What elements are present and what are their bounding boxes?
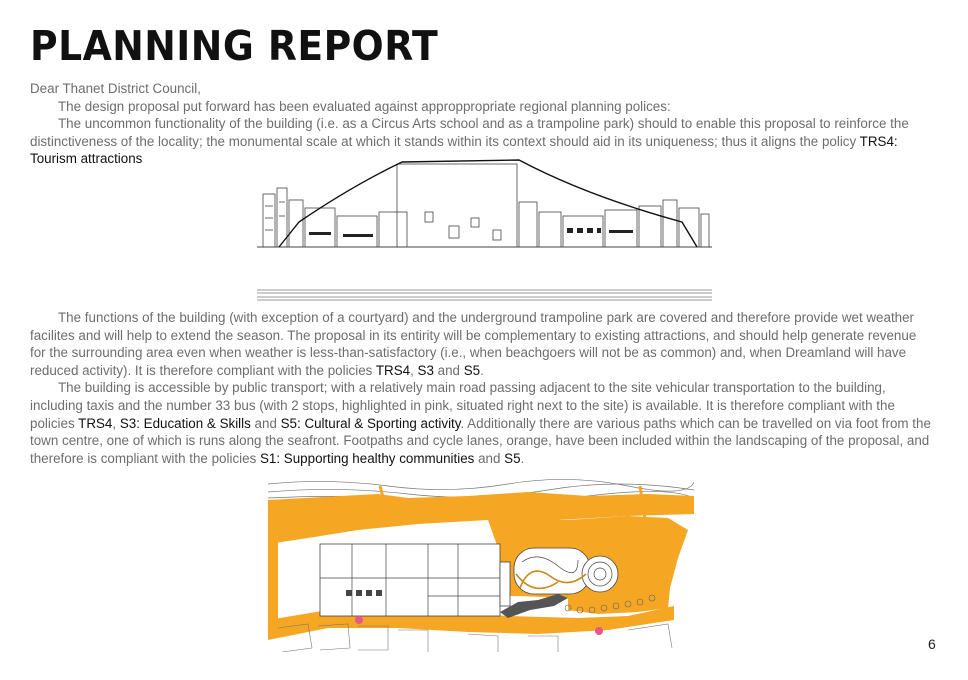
paragraph-weather [30,309,935,379]
separator: , [410,362,418,378]
section-divider [257,288,712,302]
paragraph-text: The uncommon functionality of the building (i.e. as a Circus Arts school and as a trampoline park) should to enable this proposal to reinforce the distinctiveness of the locality; the monumental scale at which it stands within its context should aid in its uniqueness; thus it aligns the policy [30,116,909,149]
policy-trs4: TRS4 [78,415,113,431]
policy-s1-healthy: S1: Supporting healthy communities [259,450,475,466]
body-section [30,309,935,467]
separator: and [433,362,464,378]
paragraph-text: . Additionally there are various paths which can be travelled on via foot from the town centre, one of which is runs along the seafront. Footpaths and cycle lanes, orange, have been included within the landscaping of the proposal, and therefore is compliant with the policies [30,415,931,466]
paragraph-transport [30,379,935,467]
intro-line: The design proposal put forward has been evaluated against approppropriate regional planning polices: [58,98,671,114]
sentence-end: . [480,362,484,378]
paragraph-text: The functions of the building (with exception of a courtyard) and the underground trampoline park are covered and therefore provide wet weather facilites and will help to extend the season. The proposal in its entirity will be complementary to existing attractions, and should help generate revenue for the surrounding area even when weather is less-than-satisfactory (i.e., when beachgoers will not be as common) and, when Dreamland will have reduced activity). It is therefore compliant with the policies [30,310,917,378]
separator: and [474,450,505,466]
page-title: PLANNING REPORT [30,22,439,70]
policy-s5-cultural: S5: Cultural & Sporting activity [280,415,461,431]
building-elevation-drawing [257,156,712,250]
policy-trs4-tourism: TRS4: Tourism attractions [30,133,898,167]
intro-section [30,80,935,168]
sentence-end: . [520,450,525,466]
policy-s5: S5 [504,450,521,466]
site-plan-drawing [268,478,694,652]
policy-s3-education: S3: Education & Skills [119,415,251,431]
page-number: 6 [928,636,936,652]
policy-s5: S5 [463,362,481,378]
policy-trs4: TRS4 [375,362,411,378]
salutation: Dear Thanet District Council, [30,81,201,96]
policy-s3: S3 [417,362,434,378]
separator: and [250,415,281,431]
separator: , [112,415,120,431]
paragraph-text: The building is accessible by public transport; with a relatively main road passing adjacent to the site vehicular transportation to the building, including taxis and the number 33 bus (with 2 stops, highlighted in pink, situated right next to the site) is available. It is therefore compliant with the policies [30,380,895,431]
